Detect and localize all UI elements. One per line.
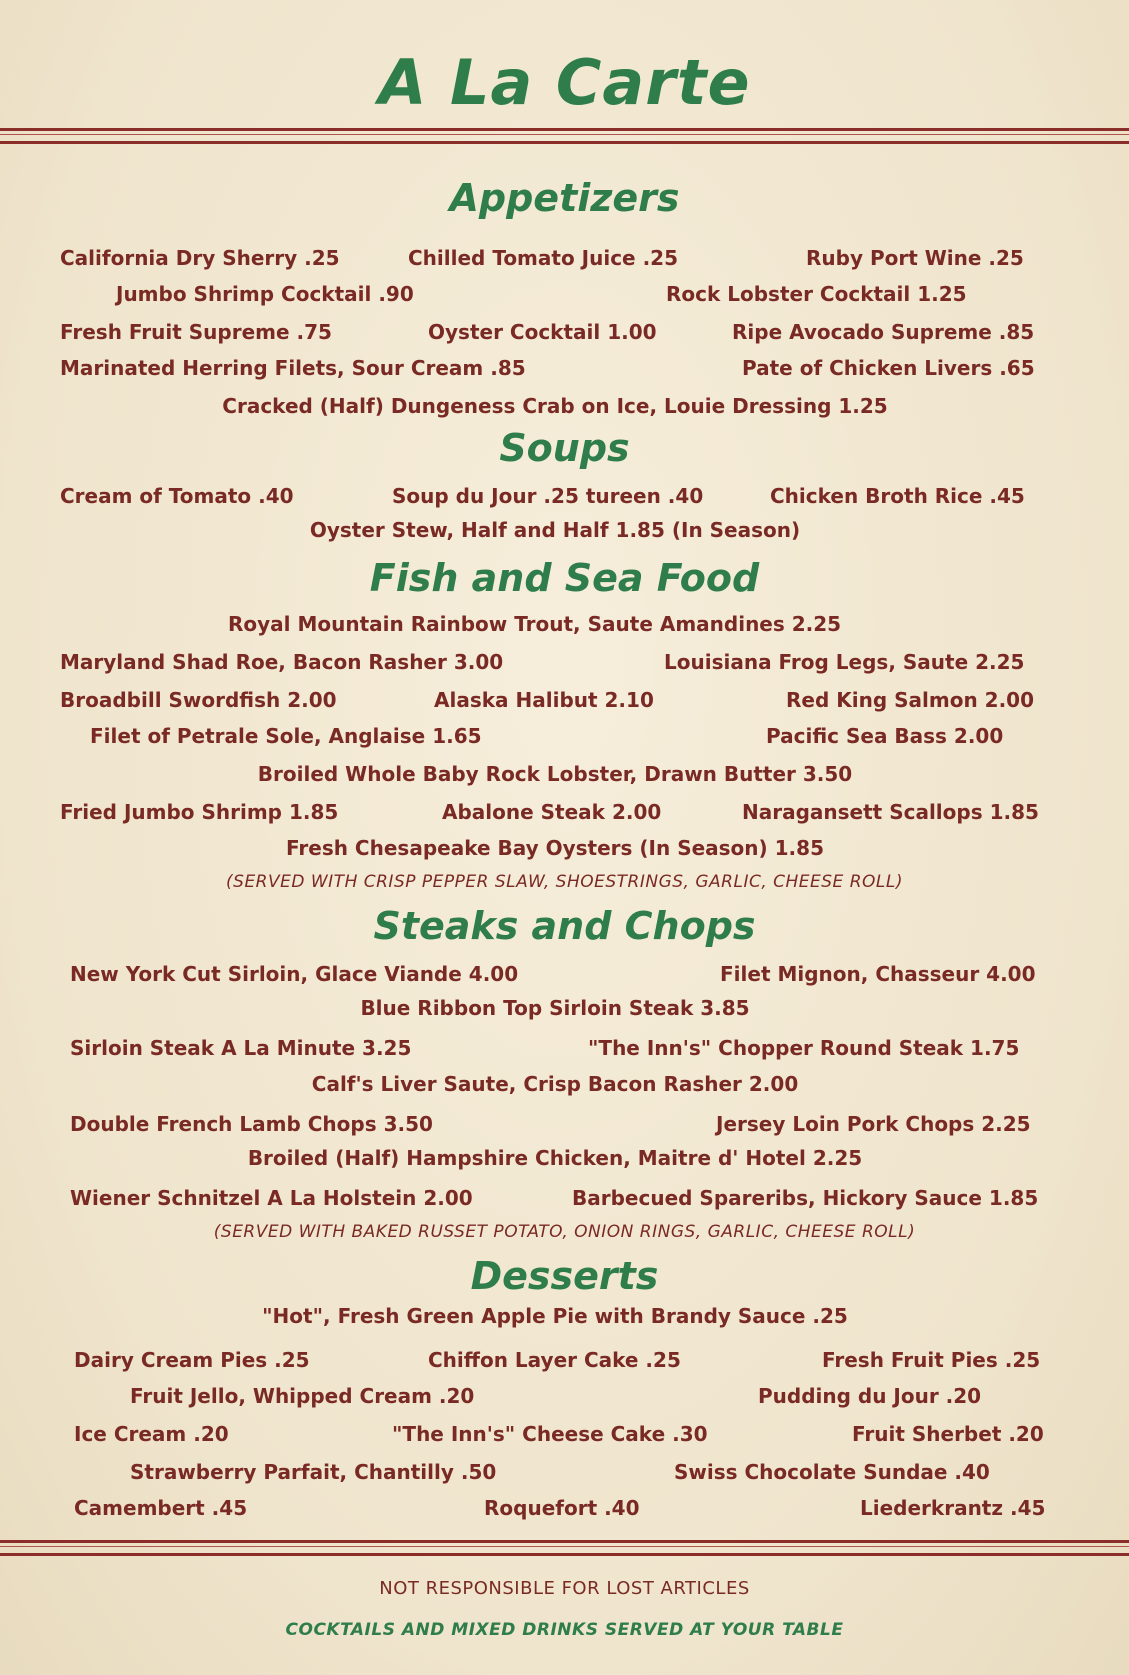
footer-notice: NOT RESPONSIBLE FOR LOST ARTICLES (379, 1578, 750, 1599)
menu-item: Liederkrantz .45 (860, 1496, 1046, 1520)
menu-item: Ruby Port Wine .25 (806, 246, 1024, 270)
menu-line (60, 1112, 1050, 1142)
menu-item: Blue Ribbon Top Sirloin Steak 3.85 (360, 996, 750, 1020)
menu-line (60, 836, 1050, 866)
menu-item: Cracked (Half) Dungeness Crab on Ice, Louie Dressing 1.25 (222, 394, 888, 418)
menu-line (60, 1496, 1050, 1526)
steaks-served-with-note: (SERVED WITH BAKED RUSSET POTATO, ONION RINGS, GARLIC, CHEESE ROLL) (213, 1222, 916, 1242)
menu-item: Ice Cream .20 (74, 1422, 229, 1446)
menu-item: Chicken Broth Rice .45 (770, 484, 1025, 508)
menu-item: "Hot", Fresh Green Apple Pie with Brandy Sauce .25 (262, 1304, 848, 1328)
footer-drinks: COCKTAILS AND MIXED DRINKS SERVED AT YOUR TABLE (285, 1620, 844, 1640)
menu-line (60, 688, 1050, 718)
menu-item: California Dry Sherry .25 (60, 246, 340, 270)
menu-item: Louisiana Frog Legs, Saute 2.25 (664, 650, 1025, 674)
menu-title: A La Carte (378, 46, 751, 119)
menu-item: Fruit Sherbet .20 (852, 1422, 1044, 1446)
menu-item: New York Cut Sirloin, Glace Viande 4.00 (70, 962, 519, 986)
menu-line (60, 762, 1050, 792)
menu-item: Fresh Fruit Pies .25 (822, 1348, 1041, 1372)
menu-line (60, 320, 1050, 350)
menu-item: Oyster Stew, Half and Half 1.85 (In Season) (309, 518, 801, 542)
menu-line (60, 1186, 1050, 1216)
menu-item: Camembert .45 (74, 1496, 248, 1520)
menu-item: Naragansett Scallops 1.85 (742, 800, 1039, 824)
menu-line (60, 612, 1050, 642)
menu-line (60, 1146, 1050, 1176)
menu-item: Pacific Sea Bass 2.00 (766, 724, 1004, 748)
menu-item: Alaska Halibut 2.10 (434, 688, 654, 712)
menu-item: Chilled Tomato Juice .25 (408, 246, 678, 270)
menu-item: Wiener Schnitzel A La Holstein 2.00 (70, 1186, 473, 1210)
menu-line (60, 1460, 1050, 1490)
menu-line (60, 394, 1050, 424)
menu-item: "The Inn's" Chopper Round Steak 1.75 (588, 1036, 1020, 1060)
menu-item: Fruit Jello, Whipped Cream .20 (130, 1384, 475, 1408)
menu-line (60, 650, 1050, 680)
menu-item: Filet Mignon, Chasseur 4.00 (720, 962, 1036, 986)
menu-item: Fried Jumbo Shrimp 1.85 (60, 800, 339, 824)
menu-item: Fresh Chesapeake Bay Oysters (In Season) 1.85 (286, 836, 824, 860)
menu-line (60, 1036, 1050, 1066)
menu-line (60, 962, 1050, 992)
section-heading-appetizers: Appetizers (449, 176, 680, 220)
menu-item: Calf's Liver Saute, Crisp Bacon Rasher 2.00 (311, 1072, 799, 1096)
section-heading-desserts: Desserts (470, 1254, 659, 1298)
menu-item: Barbecued Spareribs, Hickory Sauce 1.85 (572, 1186, 1039, 1210)
menu-item: Oyster Cocktail 1.00 (428, 320, 657, 344)
menu-item: Pate of Chicken Livers .65 (742, 356, 1035, 380)
menu-item: Cream of Tomato .40 (60, 484, 294, 508)
menu-item: Pudding du Jour .20 (758, 1384, 982, 1408)
menu-item: Double French Lamb Chops 3.50 (70, 1112, 433, 1136)
menu-item: Marinated Herring Filets, Sour Cream .85 (60, 356, 526, 380)
menu-item: Red King Salmon 2.00 (786, 688, 1034, 712)
menu-line (60, 1384, 1050, 1414)
menu-line (60, 1422, 1050, 1452)
section-heading-soups: Soups (499, 426, 630, 470)
top-divider (0, 128, 1129, 144)
menu-item: Swiss Chocolate Sundae .40 (674, 1460, 990, 1484)
menu-line (60, 282, 1050, 312)
menu-item: Soup du Jour .25 tureen .40 (392, 484, 704, 508)
menu-item: Roquefort .40 (484, 1496, 640, 1520)
menu-item: Chiffon Layer Cake .25 (428, 1348, 681, 1372)
menu-line (60, 246, 1050, 276)
menu-line (60, 484, 1050, 514)
menu-line (60, 1348, 1050, 1378)
menu-item: Sirloin Steak A La Minute 3.25 (70, 1036, 412, 1060)
section-heading-steaks: Steaks and Chops (373, 904, 756, 948)
menu-item: Broiled Whole Baby Rock Lobster, Drawn Butter 3.50 (257, 762, 853, 786)
menu-item: Dairy Cream Pies .25 (74, 1348, 310, 1372)
menu-item: Rock Lobster Cocktail 1.25 (666, 282, 967, 306)
menu-line (60, 996, 1050, 1026)
menu-item: Jumbo Shrimp Cocktail .90 (116, 282, 414, 306)
menu-item: Broadbill Swordfish 2.00 (60, 688, 337, 712)
fish-served-with-note: (SERVED WITH CRISP PEPPER SLAW, SHOESTRINGS, GARLIC, CHEESE ROLL) (226, 872, 903, 892)
menu-line (60, 356, 1050, 386)
menu-item: Jersey Loin Pork Chops 2.25 (716, 1112, 1031, 1136)
menu-item: Royal Mountain Rainbow Trout, Saute Amandines 2.25 (228, 612, 842, 636)
menu-item: Maryland Shad Roe, Bacon Rasher 3.00 (60, 650, 504, 674)
menu-item: Fresh Fruit Supreme .75 (60, 320, 332, 344)
menu-line (60, 724, 1050, 754)
menu-item: Abalone Steak 2.00 (442, 800, 662, 824)
menu-line (60, 518, 1050, 548)
menu-line (60, 1072, 1050, 1102)
menu-item: Filet of Petrale Sole, Anglaise 1.65 (90, 724, 482, 748)
menu-item: Strawberry Parfait, Chantilly .50 (130, 1460, 497, 1484)
section-heading-fish: Fish and Sea Food (369, 556, 760, 600)
menu-item: "The Inn's" Cheese Cake .30 (392, 1422, 708, 1446)
bottom-divider (0, 1540, 1129, 1556)
menu-line (60, 1304, 1050, 1334)
menu-line (60, 800, 1050, 830)
menu-item: Broiled (Half) Hampshire Chicken, Maitre d' Hotel 2.25 (247, 1146, 863, 1170)
menu-item: Ripe Avocado Supreme .85 (732, 320, 1035, 344)
